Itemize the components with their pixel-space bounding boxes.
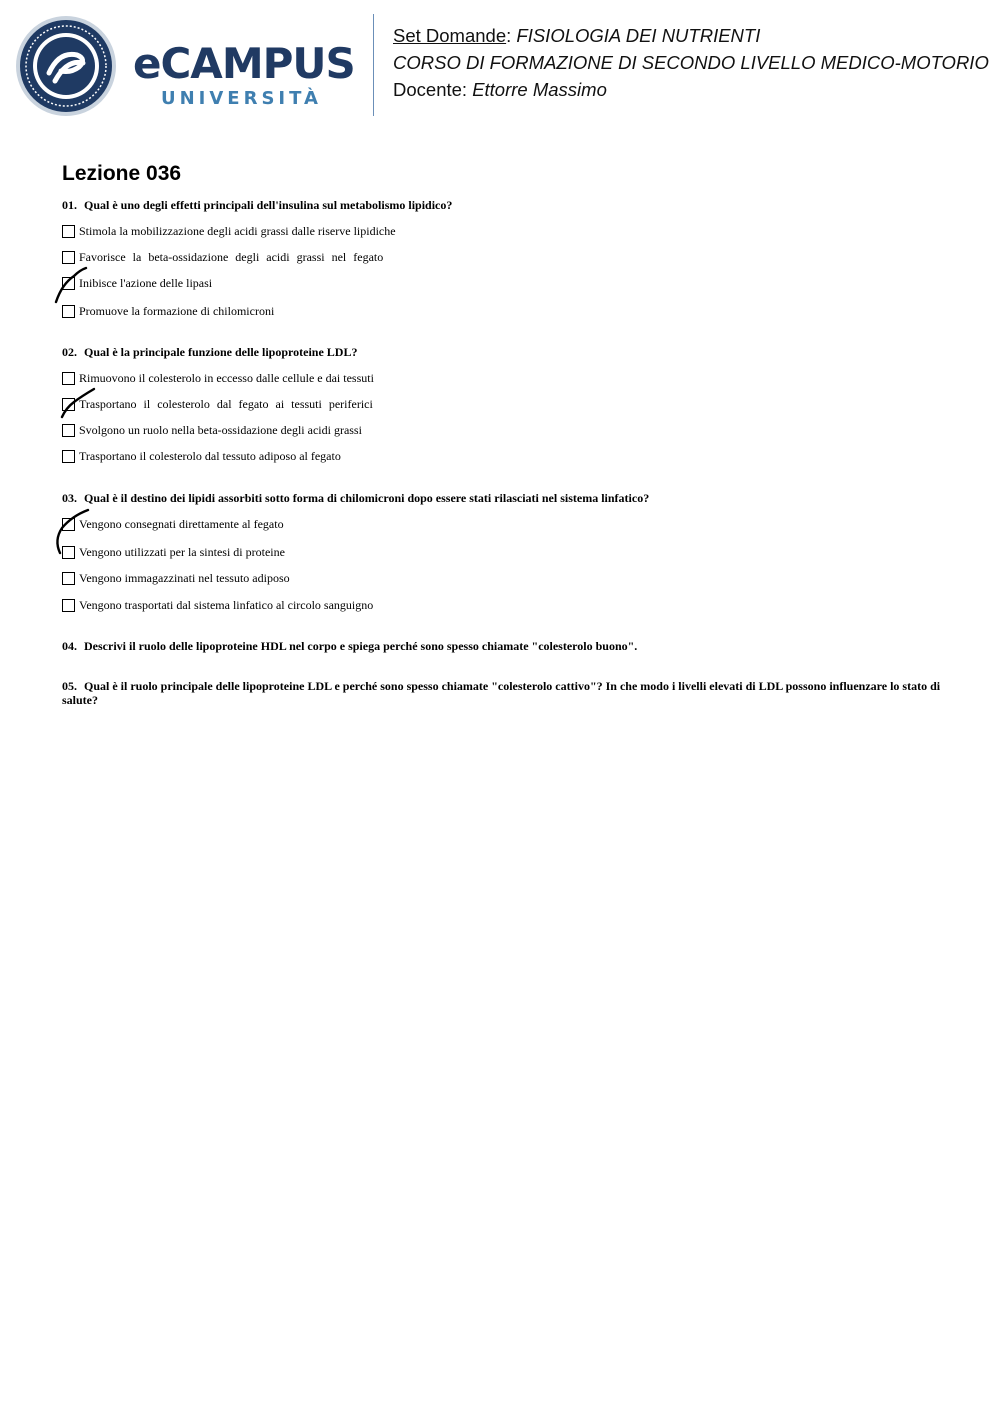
question-number: 03. (62, 491, 77, 505)
answer-checkbox[interactable] (62, 572, 75, 585)
header-divider (373, 14, 374, 116)
answer-option[interactable] (62, 422, 362, 438)
question-text: Descrivi il ruolo delle lipoproteine HDL nel corpo e spiega perché sono spesso chiamate "colesterolo buono". (84, 639, 638, 653)
answer-checkbox[interactable] (62, 225, 75, 238)
lesson-title: Lezione 036 (62, 162, 182, 185)
answer-text: Promuove la formazione di chilomicroni (79, 303, 275, 318)
ecampus-brand-name: eCAMPUS (133, 39, 355, 88)
answer-option[interactable] (62, 275, 212, 291)
teacher-line (393, 76, 989, 103)
answer-option[interactable] (62, 396, 373, 412)
course-name: CORSO DI FORMAZIONE DI SECONDO LIVELLO MEDICO-MOTORIO (393, 52, 989, 73)
question-02 (62, 345, 942, 359)
answer-checkbox[interactable] (62, 546, 75, 559)
question-number: 01. (62, 198, 77, 212)
set-line (393, 22, 989, 49)
set-separator: : (506, 25, 512, 46)
question-05 (62, 679, 942, 707)
answer-text: Vengono consegnati direttamente al fegato (79, 516, 284, 531)
answer-text: Vengono trasportati dal sistema linfatico al circolo sanguigno (79, 597, 374, 612)
answer-text: Stimola la mobilizzazione degli acidi grassi dalle riserve lipidiche (79, 223, 396, 238)
answer-option[interactable] (62, 597, 373, 613)
answer-checkbox[interactable] (62, 251, 75, 264)
answer-option[interactable] (62, 570, 290, 586)
ecampus-wordmark (133, 38, 358, 113)
answer-checkbox[interactable] (62, 277, 75, 290)
answer-option[interactable] (62, 303, 274, 319)
ecampus-brand-subtitle: UNIVERSITÀ (161, 88, 322, 109)
question-text: Qual è il ruolo principale delle lipoproteine LDL e perché sono spesso chiamate "colesterolo cattivo"? In che modo i livelli elevati di LDL possono influenzare lo stato di salute? (62, 679, 941, 707)
answer-option[interactable] (62, 448, 341, 464)
answer-text: Rimuovono il colesterolo in eccesso dalle cellule e dai tessuti (79, 370, 374, 385)
answer-checkbox[interactable] (62, 372, 75, 385)
question-text: Qual è uno degli effetti principali dell'insulina sul metabolismo lipidico? (84, 198, 453, 212)
question-text: Qual è la principale funzione delle lipoproteine LDL? (84, 345, 358, 359)
university-seal-logo (15, 15, 117, 117)
answer-text: Favorisce la beta-ossidazione degli acidi grassi nel fegato (79, 249, 384, 264)
question-number: 04. (62, 639, 77, 653)
question-number: 02. (62, 345, 77, 359)
answer-option[interactable] (62, 223, 396, 239)
question-text: Qual è il destino dei lipidi assorbiti sotto forma di chilomicroni dopo essere stati rilasciati nel sistema linfatico? (84, 491, 650, 505)
set-label: Set Domande (393, 25, 507, 46)
answer-checkbox[interactable] (62, 450, 75, 463)
teacher-label: Docente: (393, 79, 468, 100)
answer-checkbox[interactable] (62, 518, 75, 531)
answer-text: Trasportano il colesterolo dal fegato ai tessuti periferici (79, 396, 373, 411)
answer-checkbox[interactable] (62, 305, 75, 318)
question-03 (62, 491, 942, 505)
answer-option[interactable] (62, 516, 284, 532)
answer-text: Vengono utilizzati per la sintesi di proteine (79, 544, 285, 559)
document-header (0, 0, 1000, 125)
answer-checkbox[interactable] (62, 398, 75, 411)
subject-name: FISIOLOGIA DEI NUTRIENTI (516, 25, 761, 46)
answer-text: Trasportano il colesterolo dal tessuto adiposo al fegato (79, 448, 341, 463)
answer-option[interactable] (62, 370, 374, 386)
answer-option[interactable] (62, 249, 383, 265)
answer-option[interactable] (62, 544, 285, 560)
teacher-name: Ettorre Massimo (472, 79, 607, 100)
answer-text: Vengono immagazzinati nel tessuto adiposo (79, 570, 290, 585)
question-number: 05. (62, 679, 77, 693)
answer-text: Svolgono un ruolo nella beta-ossidazione degli acidi grassi (79, 422, 362, 437)
answer-text: Inibisce l'azione delle lipasi (79, 275, 213, 290)
question-04 (62, 639, 942, 653)
answer-checkbox[interactable] (62, 599, 75, 612)
answer-checkbox[interactable] (62, 424, 75, 437)
question-01 (62, 198, 942, 212)
header-info (393, 22, 989, 103)
